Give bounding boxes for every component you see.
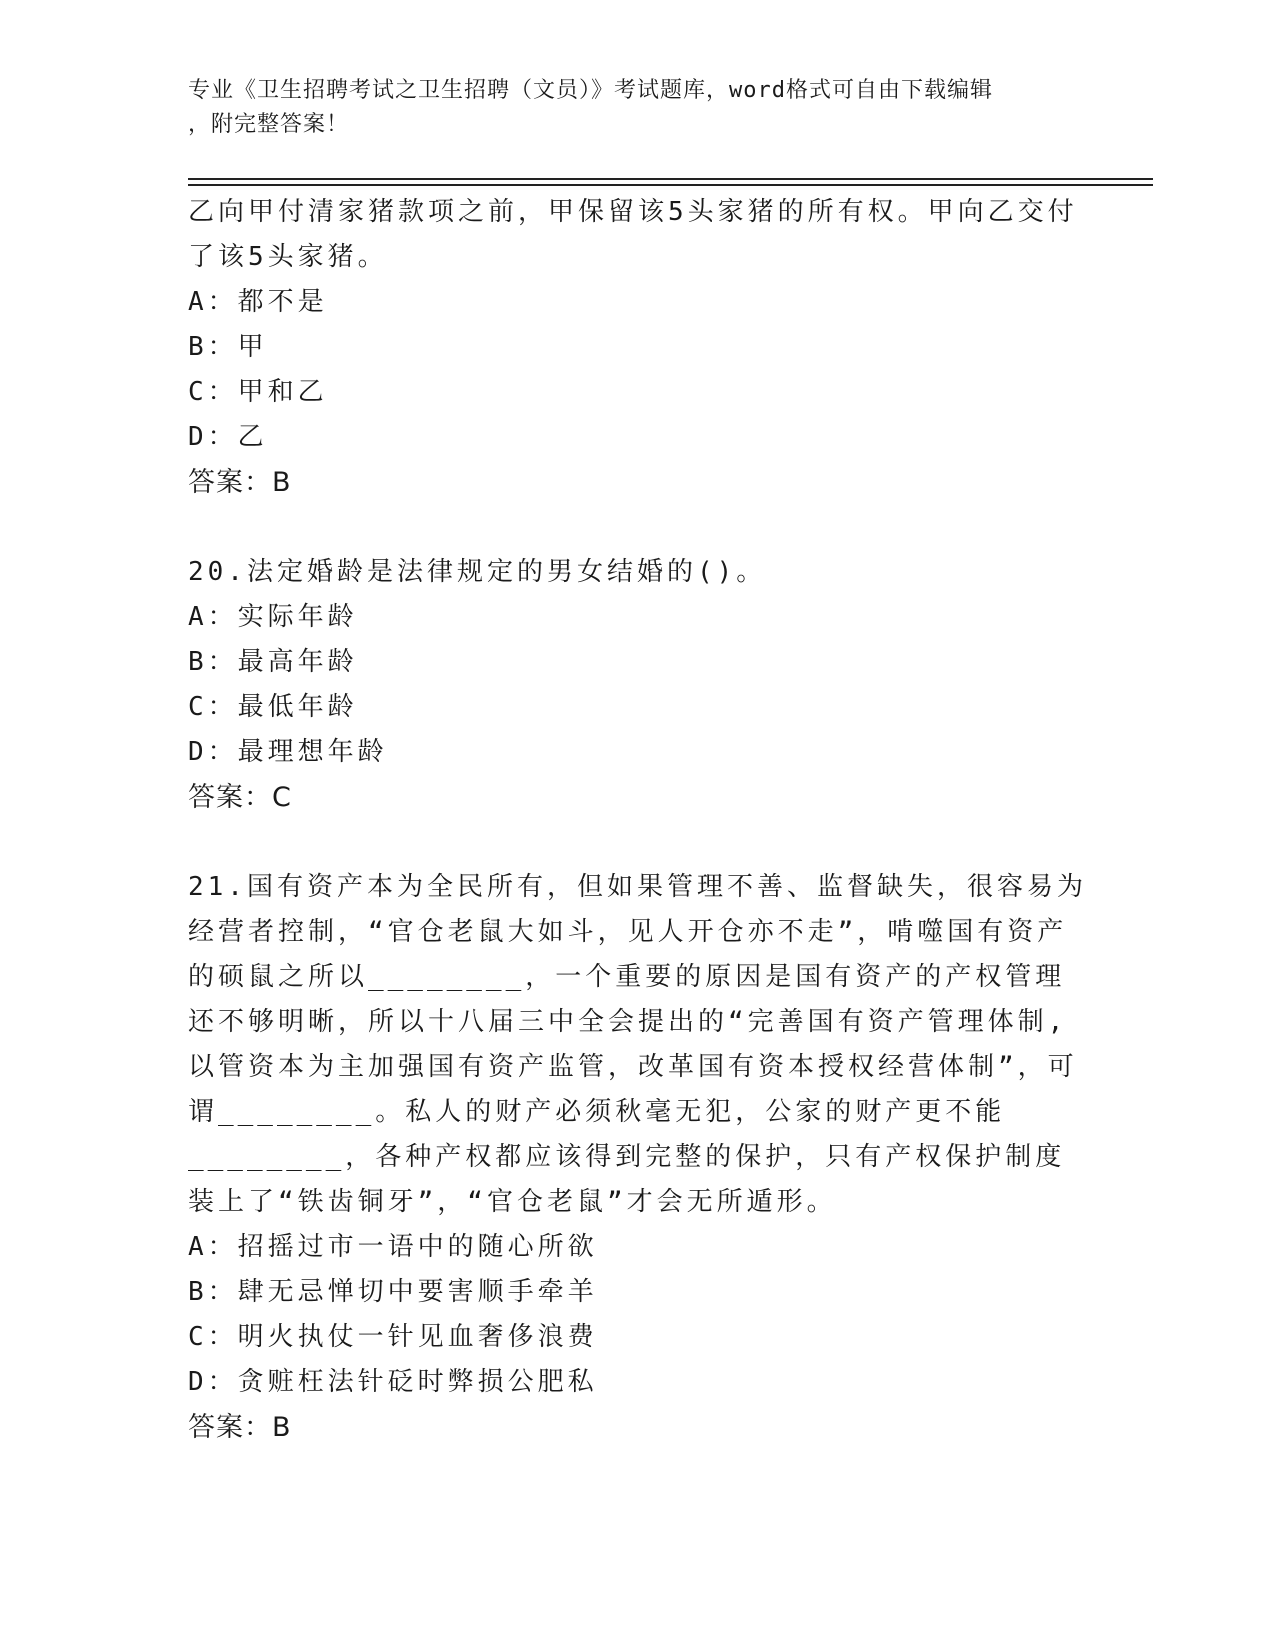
- question-19: [188, 190, 1088, 505]
- question-20-answer: 答案：C: [188, 782, 292, 813]
- question-20-option-c: C：最低年龄: [188, 692, 358, 722]
- question-19-option-d: D：乙: [188, 422, 268, 452]
- question-19-stem: 乙向甲付清家猪款项之前，甲保留该5头家猪的所有权。甲向乙交付了该5头家猪。: [188, 197, 1078, 272]
- header-line-1: 专业《卫生招聘考试之卫生招聘（文员）》考试题库，word格式可自由下载编辑: [188, 78, 993, 103]
- question-spacer: [188, 820, 1088, 865]
- question-20-option-b: B：最高年龄: [188, 647, 358, 677]
- question-19-option-b: B：甲: [188, 332, 268, 362]
- question-21: [188, 865, 1088, 1450]
- question-20-stem: 20.法定婚龄是法律规定的男女结婚的()。: [188, 557, 767, 587]
- question-20-option-d: D：最理想年龄: [188, 737, 388, 767]
- question-19-option-c: C：甲和乙: [188, 377, 328, 407]
- question-19-option-a: A：都不是: [188, 287, 328, 317]
- question-21-option-b: B：肆无忌惮切中要害顺手牵羊: [188, 1277, 598, 1307]
- question-spacer: [188, 505, 1088, 550]
- document-header: [188, 74, 1088, 142]
- header-line-2: ，附完整答案！: [188, 112, 350, 137]
- question-21-option-a: A：招摇过市一语中的随心所欲: [188, 1232, 598, 1262]
- question-21-option-d: D：贪赃枉法针砭时弊损公肥私: [188, 1367, 598, 1397]
- question-21-stem: 21.国有资产本为全民所有，但如果管理不善、监督缺失，很容易为经营者控制，“官仓老鼠大如斗，见人开仓亦不走”，啃噬国有资产的硕鼠之所以________，一个重要的原因是国有资产的产权管理还不够明晰，所以十八届三中全会提出的“完善国有资产管理体制,以管资本为主加强国有资产监管，改革国有资本授权经营体制”，可谓________。私人的财产必须秋毫无犯，公家的财产更不能________，各种产权都应该得到完整的保护，只有产权保护制度装上了“铁齿铜牙”，“官仓老鼠”才会无所遁形。: [188, 872, 1087, 1217]
- header-rule-bottom: [188, 184, 1153, 186]
- question-21-option-c: C：明火执仗一针见血奢侈浪费: [188, 1322, 598, 1352]
- question-21-answer: 答案：B: [188, 1412, 292, 1443]
- question-list: [188, 190, 1088, 1450]
- header-rule-top: [188, 178, 1153, 180]
- question-19-answer: 答案：B: [188, 467, 292, 498]
- question-20-option-a: A：实际年龄: [188, 602, 358, 632]
- question-20: [188, 550, 1088, 820]
